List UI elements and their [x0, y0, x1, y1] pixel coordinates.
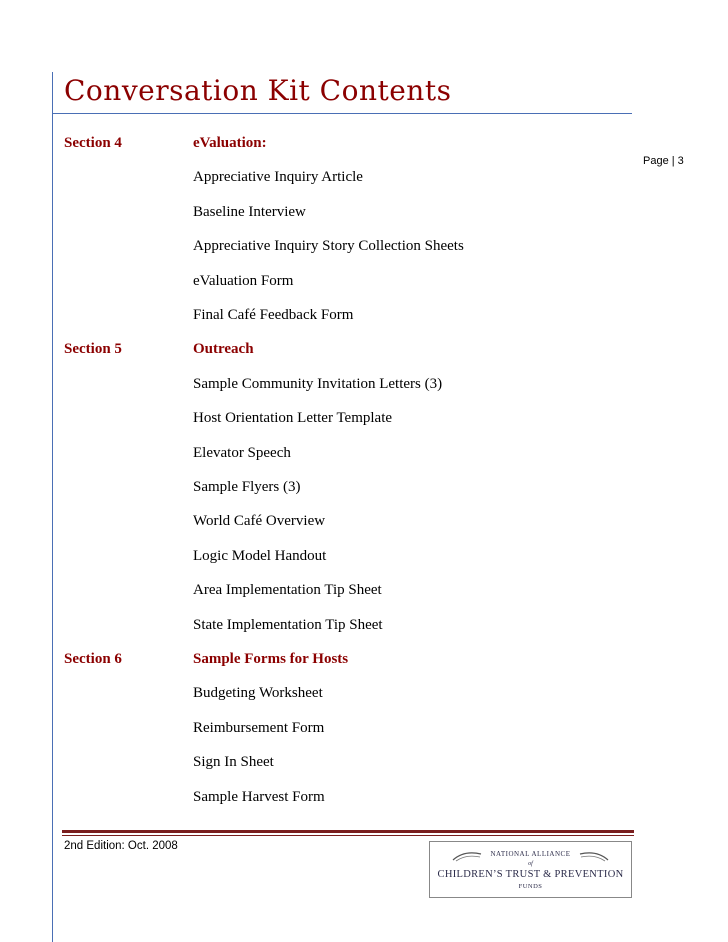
list-item-text: Sample Flyers (3) [193, 479, 301, 495]
list-item-text: Sample Harvest Form [193, 788, 325, 805]
logo-line-1: NATIONAL ALLIANCE [490, 850, 571, 858]
edition-note: 2nd Edition: Oct. 2008 [64, 840, 178, 852]
list-item-text: Logic Model Handout [193, 547, 327, 564]
list-item-text: Final Café Feedback Form [193, 307, 354, 323]
list-item-text: Area Implementation Tip Sheet [193, 582, 382, 599]
list-item-text: Host Orientation Letter Template [193, 410, 393, 427]
list-item [0, 716, 640, 740]
list-item [0, 234, 640, 258]
section-row [0, 647, 640, 671]
section-label: Section 4 [64, 135, 122, 151]
list-item-text: Baseline Interview [193, 203, 306, 220]
list-item [0, 544, 640, 568]
list-item [0, 785, 640, 809]
list-item-text: State Implementation Tip Sheet [193, 616, 383, 633]
list-item-text: Sample Community Invitation Letters (3) [193, 375, 443, 392]
section-heading: eValuation: [193, 135, 267, 151]
list-item [0, 269, 640, 293]
list-item [0, 613, 640, 637]
logo-line-4: FUNDS [518, 883, 543, 890]
list-item-text: World Café Overview [193, 513, 326, 530]
section-heading: Outreach [193, 341, 254, 358]
list-item-text: Appreciative Inquiry Story Collection Sheets [193, 238, 464, 255]
logo-line-3: CHILDREN’S TRUST & PREVENTION [437, 869, 624, 880]
list-item-text: eValuation Form [193, 272, 294, 289]
title-underline [52, 113, 632, 114]
section-label: Section 6 [64, 651, 122, 667]
list-item [0, 509, 640, 533]
page-number: Page | 3 [643, 155, 684, 167]
logo-line-2: of [528, 861, 533, 867]
list-item [0, 681, 640, 705]
list-item-text: Appreciative Inquiry Article [193, 169, 363, 186]
organization-logo [429, 841, 632, 898]
page-title: Conversation Kit Contents [64, 74, 452, 107]
list-item [0, 406, 640, 430]
list-item [0, 750, 640, 774]
list-item-text: Sign In Sheet [193, 754, 274, 771]
list-item [0, 165, 640, 189]
list-item [0, 303, 640, 327]
section-row [0, 131, 640, 155]
list-item [0, 200, 640, 224]
section-heading: Sample Forms for Hosts [193, 651, 349, 667]
footer-rule-thin [62, 835, 634, 836]
section-row [0, 337, 640, 361]
footer-rule-thick [62, 830, 634, 833]
list-item [0, 578, 640, 602]
list-item-text: Budgeting Worksheet [193, 685, 323, 702]
list-item [0, 475, 640, 499]
list-item [0, 441, 640, 465]
list-item-text: Reimbursement Form [193, 719, 325, 736]
list-item-text: Elevator Speech [193, 444, 291, 461]
section-label: Section 5 [64, 341, 122, 358]
list-item [0, 372, 640, 396]
